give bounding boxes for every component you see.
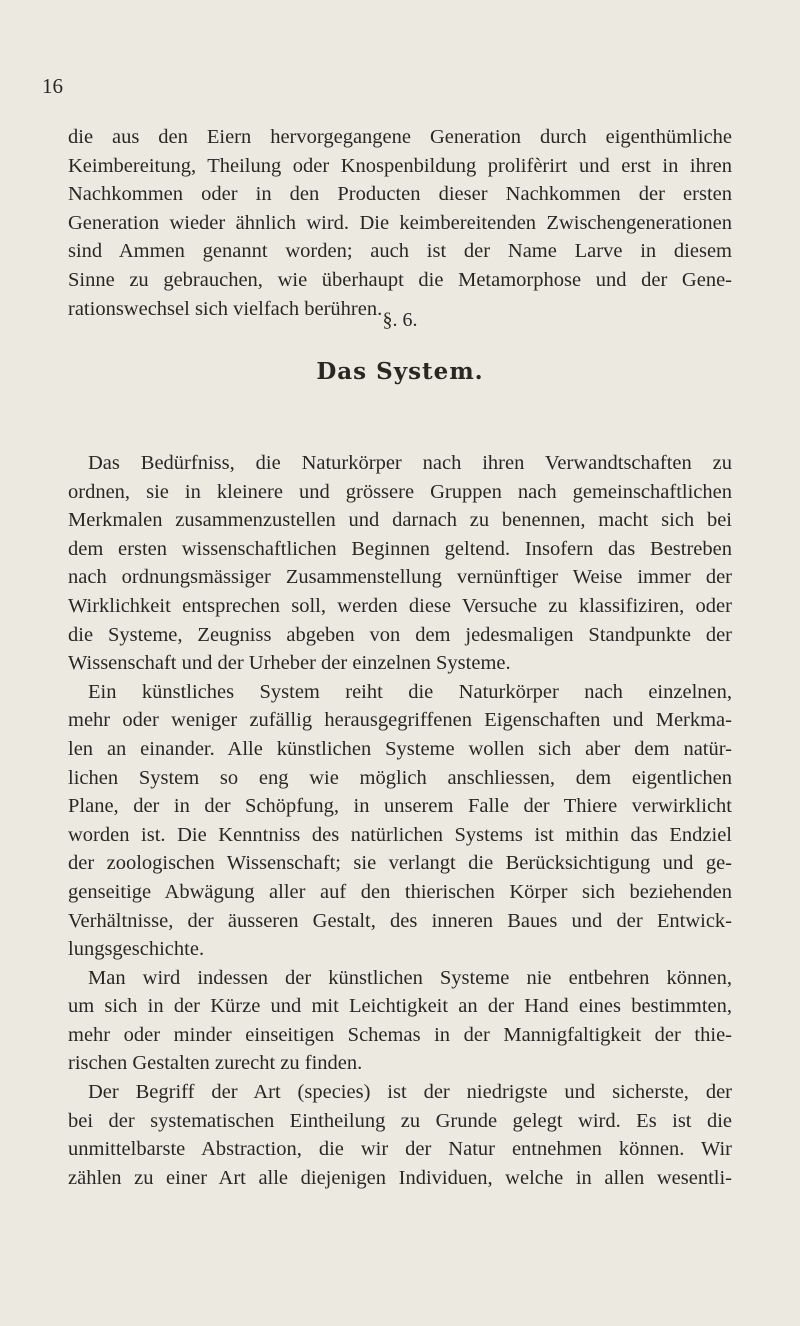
text-line: Der Begriff der Art (species) ist der niedrigste und sicherste, der [88,1081,732,1104]
text-line: Das Bedürfniss, die Naturkörper nach ihren Verwandtschaften zu [88,452,732,474]
page-number: 16 [42,74,63,98]
text-line: Nachkommen oder in den Producten dieser Nachkommen der ersten [68,183,732,206]
text-line: die Systeme, Zeugniss abgeben von dem jedesmaligen Standpunkte der [68,623,732,646]
text-line: rationswechsel sich vielfach berühren. [68,297,383,320]
text-line: genseitige Abwägung aller auf den thierischen Körper sich beziehenden [68,880,732,903]
intro-paragraph [68,123,732,323]
text-line: sind Ammen genannt worden; auch ist der Name Larve in diesem [68,240,732,263]
text-line: Sinne zu gebrauchen, wie überhaupt die Metamorphose und der Gene- [68,268,732,291]
text-line: nach ordnungsmässiger Zusammenstellung vernünftiger Weise immer der [68,566,732,589]
text-line: unmittelbarste Abstraction, die wir der Natur entnehmen können. Wir [68,1138,732,1161]
text-line: mehr oder weniger zufällig herausgegriffenen Eigenschaften und Merkma- [68,709,732,732]
text-line: Generation wieder ähnlich wird. Die keimbereitenden Zwischengenerationen [68,211,732,234]
text-line: Verhältnisse, der äusseren Gestalt, des inneren Baues und der Entwick- [68,909,732,932]
text-line: Keimbereitung, Theilung oder Knospenbildung prolifèrirt und erst in ihren [68,154,732,177]
text-line: Plane, der in der Schöpfung, in unserem Falle der Thiere verwirklicht [68,795,732,818]
section-title: Das System. [316,358,484,385]
text-line: dem ersten wissenschaftlichen Beginnen geltend. Insofern das Bestreben [68,537,732,560]
text-line: Man wird indessen der künstlichen Systeme nie entbehren können, [88,966,732,989]
text-line: ordnen, sie in kleinere und grössere Gruppen nach gemeinschaftlichen [68,480,732,503]
text-line: worden ist. Die Kenntniss des natürlichen Systems ist mithin das Endziel [68,823,732,846]
section-number: §. 6. [382,309,418,331]
text-line: Merkmalen zusammenzustellen und darnach zu benennen, macht sich bei [68,509,732,532]
text-line: len an einander. Alle künstlichen Systeme wollen sich aber dem natür- [68,737,732,760]
text-line: lungsgeschichte. [68,938,205,961]
text-line: der zoologischen Wissenschaft; sie verlangt die Berücksichtigung und ge- [68,852,732,875]
text-line: lichen System so eng wie möglich anschliessen, dem eigentlichen [68,766,732,789]
text-line: zählen zu einer Art alle diejenigen Individuen, welche in allen wesentli- [68,1166,732,1189]
text-line: mehr oder minder einseitigen Schemas in der Mannigfaltigkeit der thie- [68,1023,732,1046]
text-line: rischen Gestalten zurecht zu finden. [68,1052,363,1075]
text-line: um sich in der Kürze und mit Leichtigkeit an der Hand eines bestimmten, [68,995,732,1018]
body-text [68,449,732,1192]
text-line: Wissenschaft und der Urheber der einzelnen Systeme. [68,652,511,675]
text-line: Ein künstliches System reiht die Naturkörper nach einzelnen, [88,680,732,703]
text-line: die aus den Eiern hervorgegangene Generation durch eigenthümliche [68,126,732,148]
text-line: Wirklichkeit entsprechen soll, werden diese Versuche zu klassifiziren, oder [68,594,732,617]
text-line: bei der systematischen Eintheilung zu Grunde gelegt wird. Es ist die [68,1109,732,1132]
